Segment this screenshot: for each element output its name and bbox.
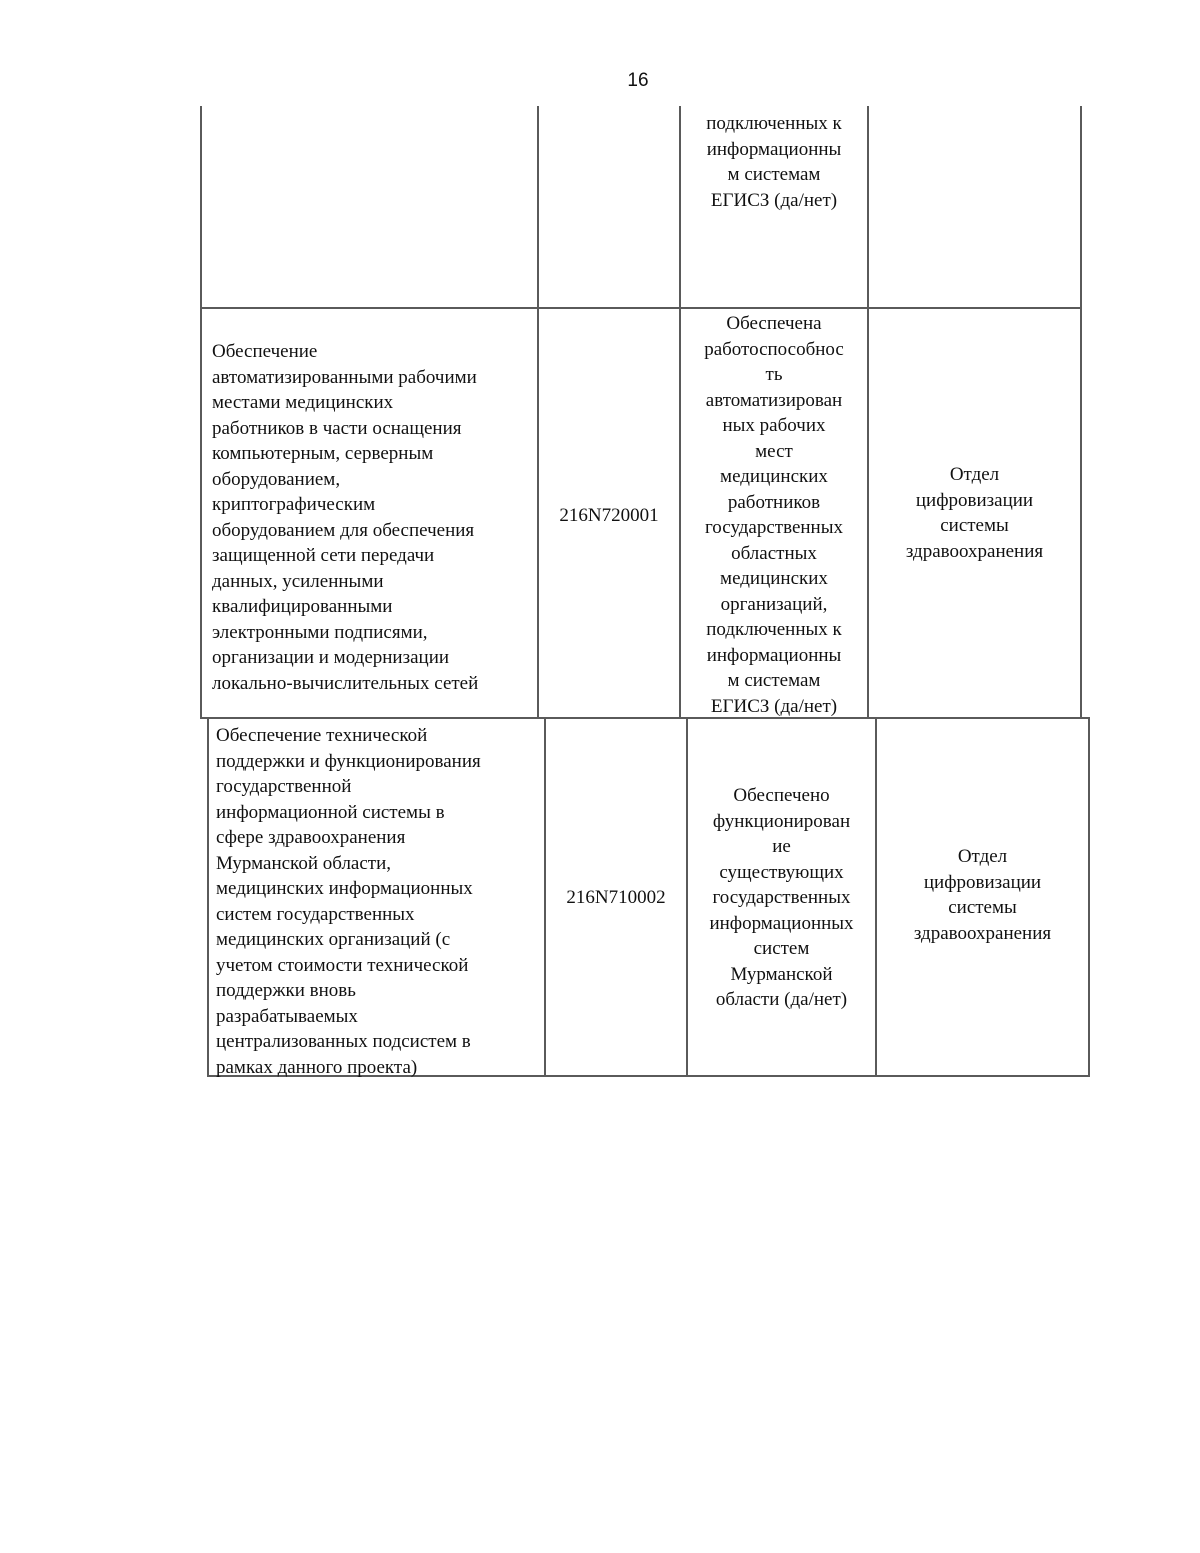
table-divider-1-upper: [537, 106, 539, 719]
table-border-right-upper: [1080, 106, 1082, 719]
table-cell-responsible: Отдел цифровизации системы здравоохранения: [913, 846, 1052, 944]
table-cell-indicator: Обеспечено функционирован ие существующих государственных информационных систем Мурманской области (да/нет): [709, 785, 854, 1010]
table-border-left-upper: [200, 106, 202, 719]
table-cell-code: 216N710002: [566, 887, 666, 908]
table-row-separator-2: [200, 717, 1090, 719]
table-border-right-lower: [1088, 717, 1090, 1077]
table-border-left-lower: [207, 717, 209, 1077]
table-cell-indicator: подключенных к информационны м системам ЕГИСЗ (да/нет): [706, 113, 842, 211]
table-row-separator-1: [200, 307, 1081, 309]
table-cell-activity: Обеспечение автоматизированными рабочими местами медицинских работников в части оснащения компьютерным, серверным оборудованием, криптографическим оборудованием для обеспечения защищенной сети передачи данных, усиленными квалифицированными электронными подписями, организации и модернизации локально-вычислительных сетей: [212, 341, 479, 694]
table-cell-code: 216N720001: [559, 505, 659, 526]
table-cell-indicator: Обеспечена работоспособнос ть автоматизирован ных рабочих мест медицинских работников государственных областных медицинских организаций, подключенных к информационны м системам ЕГИСЗ (да/нет): [704, 313, 844, 717]
table-cell-activity: Обеспечение технической поддержки и функционирования государственной информационной системы в сфере здравоохранения Мурманской области, медицинских информационных систем государственных медицинских организаций (с учетом стоимости технической поддержки вновь разрабатываемых централизованных подсистем в рамках данного проекта): [216, 725, 481, 1078]
page-number: 16: [627, 70, 649, 91]
table-divider-3-upper: [867, 106, 869, 719]
table-cell-responsible: Отдел цифровизации системы здравоохранения: [905, 464, 1044, 562]
